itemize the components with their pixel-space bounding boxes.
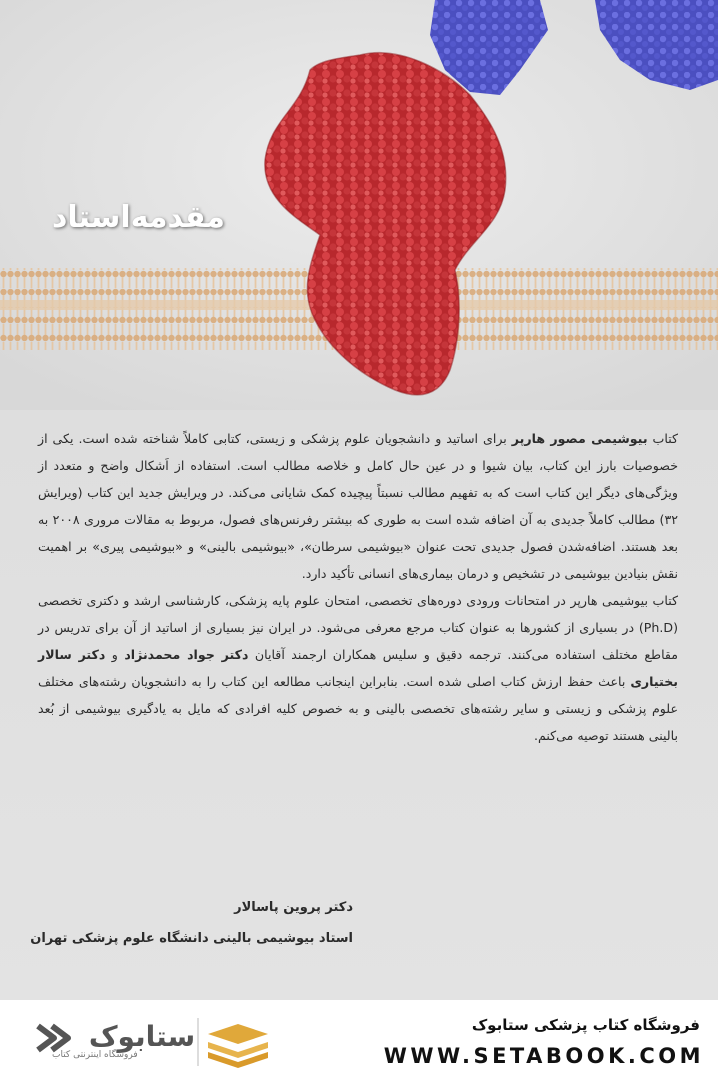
logo-text: ستابوک <box>88 1020 196 1053</box>
logo-tagline: فروشگاه اینترنتی کتاب <box>52 1050 138 1060</box>
store-url[interactable]: WWW.SETABOOK.COM <box>383 1044 704 1068</box>
section-title: مقدمه‌استاد <box>52 200 225 235</box>
setabook-logo <box>30 1012 280 1072</box>
paragraph-2: کتاب بیوشیمی هارپر در امتحانات ورودی دوره‌های تخصصی، امتحان علوم پایه پزشکی، کارشناسی ارشد و دکتری تخصصی (Ph.D) در بسیاری از کشورها به عنوان کتاب مرجع معرفی می‌شود. در ایران نیز بسیاری از اساتید از آن برای تدریس در مقاطع مختلف استفاده می‌کنند. ترجمه دقیق و سلیس همکاران ارجمند آقایان دکتر جواد محمدنژاد و دکتر سالار بختیاری باعث حفظ ارزش کتاب اصلی شده است. بنابراین اینجانب مطالعه این کتاب را به دانشجویان رشته‌های مختلف علوم پزشکی و زیستی و سایر رشته‌های تخصصی بالینی و به خصوص کلیه افرادی که مایل به یادگیری بیوشیمی از بُعد بالینی هستند توصیه می‌کنم. <box>38 593 679 743</box>
signature-block <box>30 892 353 954</box>
author-position: استاد بیوشیمی بالینی دانشگاه علوم پزشکی تهران <box>30 931 353 946</box>
translator-1: دکتر جواد محمدنژاد <box>124 647 249 662</box>
book-stack-icon <box>208 1024 268 1068</box>
translator-2: دکتر سالار بختیاری <box>38 647 678 689</box>
footer <box>0 1000 718 1080</box>
store-name: فروشگاه کتاب پزشکی ستابوک <box>471 1016 700 1034</box>
author-name: دکتر پروین پاسالار <box>234 900 353 915</box>
chevron-logo-icon <box>38 1026 68 1050</box>
intro-text <box>38 425 678 749</box>
book-name: بیوشیمی مصور هارپر <box>511 431 648 446</box>
paragraph-1: کتاب بیوشیمی مصور هارپر برای اساتید و دانشجویان علوم پزشکی و زیستی، کتابی کاملاً شناخته شده است. یکی از خصوصیات بارز این کتاب، بیان شیوا و در عین حال کامل و خلاصه مطالب است. استفاده از اَشکال واضح و متعدد از ویژگی‌های دیگر این کتاب است که به تفهیم مطالب نسبتاً پیچیده کمک شایانی می‌کند. در ویرایش جدید این کتاب (ویرایش ۳۲) مطالب کاملاً جدیدی به آن اضافه شده است به طوری که بیشتر رفرنس‌های فصول، مربوط به مقالات مروری ۲۰۰۸ به بعد هستند. اضافه‌شدن فصول جدیدی تحت عنوان «بیوشیمی سرطان»، «بیوشیمی بالینی» و «بیوشیمی پیری» بر اهمیت نقش بنیادین بیوشیمی در تشخیص و درمان بیماری‌های انسانی تأکید دارد. <box>38 431 679 581</box>
